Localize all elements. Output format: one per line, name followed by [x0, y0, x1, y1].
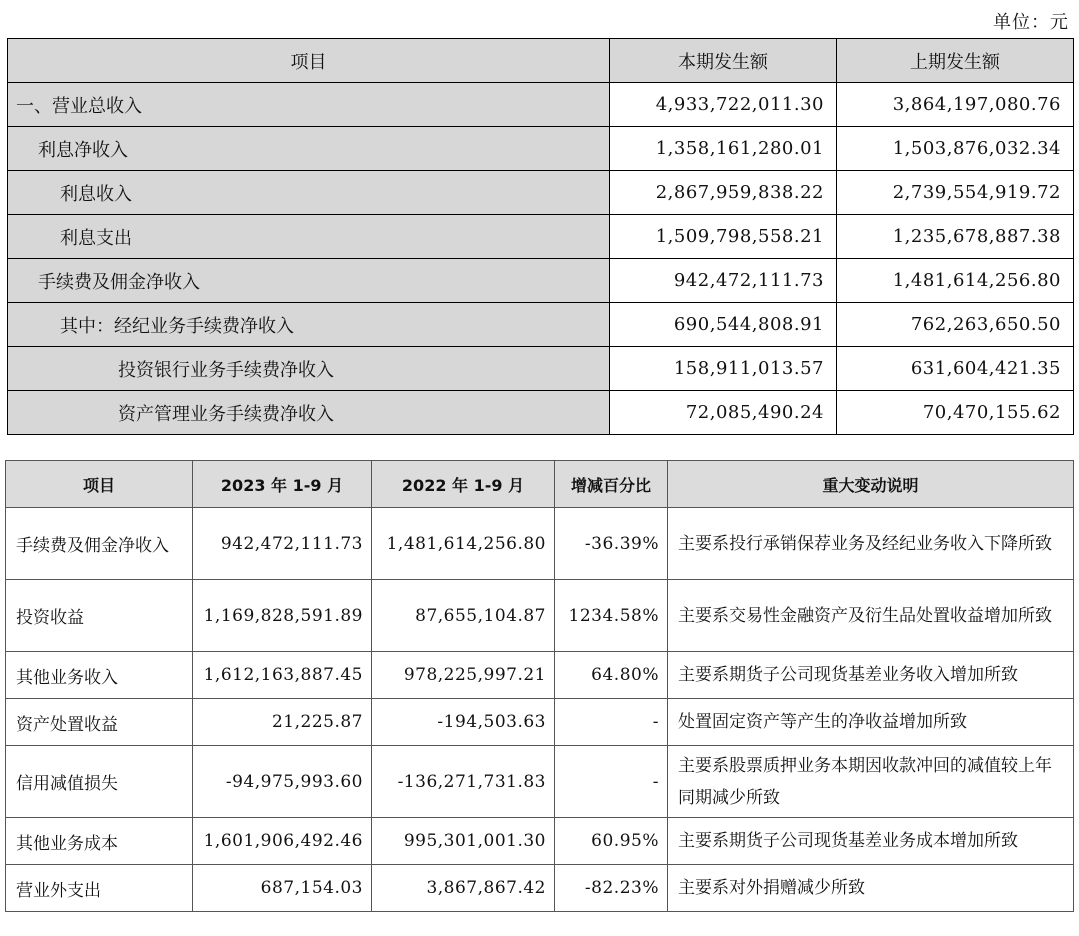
value-2023: -94,975,993.60	[193, 746, 372, 818]
value-2023: 942,472,111.73	[193, 508, 372, 580]
header-2022: 2022 年 1-9 月	[372, 461, 555, 508]
item-name: 信用减值损失	[6, 746, 193, 818]
explanation: 主要系交易性金融资产及衍生品处置收益增加所致	[668, 580, 1074, 652]
header-change-pct: 增减百分比	[555, 461, 668, 508]
table-row	[8, 215, 1074, 259]
table-row	[8, 171, 1074, 215]
table-row	[8, 347, 1074, 391]
unit-label: 单位：元	[993, 12, 1069, 33]
explanation: 处置固定资产等产生的净收益增加所致	[668, 699, 1074, 746]
value-2023: 1,169,828,591.89	[193, 580, 372, 652]
value-2022: 1,481,614,256.80	[372, 508, 555, 580]
table-row	[8, 259, 1074, 303]
row-label: 资产管理业务手续费净收入	[8, 391, 610, 435]
table-row	[8, 83, 1074, 127]
current-value: 1,358,161,280.01	[610, 127, 837, 171]
item-name: 手续费及佣金净收入	[6, 508, 193, 580]
value-2022: 3,867,867.42	[372, 865, 555, 912]
change-pct: 1234.58%	[555, 580, 668, 652]
income-table	[7, 38, 1074, 435]
header-previous: 上期发生额	[837, 39, 1074, 83]
change-pct: -82.23%	[555, 865, 668, 912]
row-label: 一、营业总收入	[8, 83, 610, 127]
previous-value: 2,739,554,919.72	[837, 171, 1074, 215]
header-current: 本期发生额	[610, 39, 837, 83]
changes-table	[5, 460, 1074, 912]
current-value: 1,509,798,558.21	[610, 215, 837, 259]
previous-value: 631,604,421.35	[837, 347, 1074, 391]
value-2023: 1,601,906,492.46	[193, 818, 372, 865]
row-label: 利息净收入	[8, 127, 610, 171]
header-2023: 2023 年 1-9 月	[193, 461, 372, 508]
current-value: 2,867,959,838.22	[610, 171, 837, 215]
row-label: 投资银行业务手续费净收入	[8, 347, 610, 391]
value-2022: 995,301,001.30	[372, 818, 555, 865]
table-header-row	[6, 461, 1074, 508]
current-value: 72,085,490.24	[610, 391, 837, 435]
table-row	[6, 699, 1074, 746]
previous-value: 1,235,678,887.38	[837, 215, 1074, 259]
row-label: 利息收入	[8, 171, 610, 215]
current-value: 158,911,013.57	[610, 347, 837, 391]
explanation: 主要系股票质押业务本期因收款冲回的减值较上年同期减少所致	[668, 746, 1074, 818]
table-header-row	[8, 39, 1074, 83]
value-2022: -194,503.63	[372, 699, 555, 746]
explanation: 主要系期货子公司现货基差业务收入增加所致	[668, 652, 1074, 699]
row-label: 其中：经纪业务手续费净收入	[8, 303, 610, 347]
table-row	[6, 746, 1074, 818]
explanation: 主要系投行承销保荐业务及经纪业务收入下降所致	[668, 508, 1074, 580]
item-name: 投资收益	[6, 580, 193, 652]
previous-value: 70,470,155.62	[837, 391, 1074, 435]
current-value: 690,544,808.91	[610, 303, 837, 347]
previous-value: 1,481,614,256.80	[837, 259, 1074, 303]
table-row	[6, 580, 1074, 652]
change-pct: 64.80%	[555, 652, 668, 699]
header-item: 项目	[8, 39, 610, 83]
previous-value: 762,263,650.50	[837, 303, 1074, 347]
value-2022: -136,271,731.83	[372, 746, 555, 818]
explanation: 主要系期货子公司现货基差业务成本增加所致	[668, 818, 1074, 865]
header-explanation: 重大变动说明	[668, 461, 1074, 508]
item-name: 营业外支出	[6, 865, 193, 912]
item-name: 其他业务收入	[6, 652, 193, 699]
value-2022: 978,225,997.21	[372, 652, 555, 699]
row-label: 利息支出	[8, 215, 610, 259]
table-row	[6, 652, 1074, 699]
value-2022: 87,655,104.87	[372, 580, 555, 652]
item-name: 资产处置收益	[6, 699, 193, 746]
value-2023: 21,225.87	[193, 699, 372, 746]
table-row	[8, 391, 1074, 435]
table-row	[8, 303, 1074, 347]
previous-value: 1,503,876,032.34	[837, 127, 1074, 171]
previous-value: 3,864,197,080.76	[837, 83, 1074, 127]
change-pct: 60.95%	[555, 818, 668, 865]
current-value: 4,933,722,011.30	[610, 83, 837, 127]
table-row	[6, 865, 1074, 912]
value-2023: 1,612,163,887.45	[193, 652, 372, 699]
change-pct: -	[555, 699, 668, 746]
change-pct: -36.39%	[555, 508, 668, 580]
change-pct: -	[555, 746, 668, 818]
table-row	[8, 127, 1074, 171]
table-row	[6, 508, 1074, 580]
item-name: 其他业务成本	[6, 818, 193, 865]
current-value: 942,472,111.73	[610, 259, 837, 303]
explanation: 主要系对外捐赠减少所致	[668, 865, 1074, 912]
header-item: 项目	[6, 461, 193, 508]
table-row	[6, 818, 1074, 865]
value-2023: 687,154.03	[193, 865, 372, 912]
row-label: 手续费及佣金净收入	[8, 259, 610, 303]
